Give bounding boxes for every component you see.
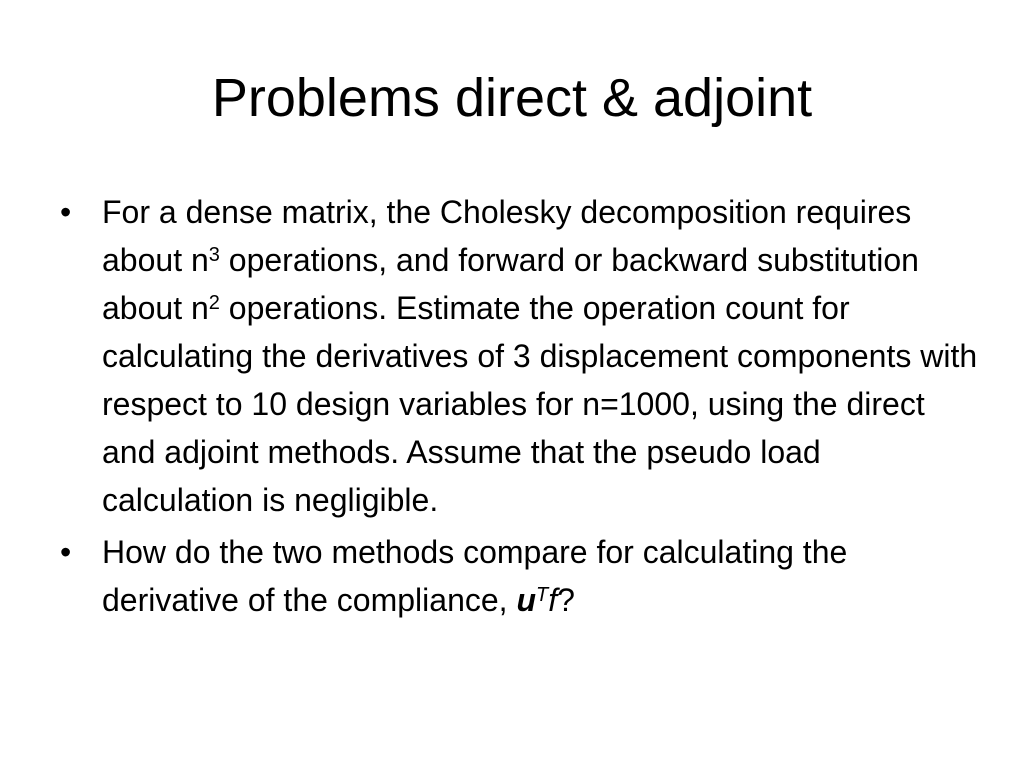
bullet-2-text-part-1: How do the two methods compare for calculating the derivative of the compliance,: [102, 534, 848, 618]
bullet-2-question-mark: ?: [557, 582, 575, 618]
bullet-1-text-part-3: operations. Estimate the operation count for calculating the derivatives of 3 displacement components with respect to 10 design variables for n=1000, using the direct and adjoint methods. Assume that the pseudo load calculation is negligible.: [102, 290, 978, 518]
bullet-1-superscript-2: 2: [208, 292, 220, 314]
bullet-1-text-part-1: For a dense matrix, the Cholesky decomposition requires about n: [102, 194, 912, 278]
transpose-superscript: T: [535, 584, 549, 606]
bullet-item-2: [60, 528, 980, 624]
bullet-item-1: [60, 188, 980, 524]
bullet-1-text-part-2: operations, and forward or backward substitution about n: [102, 242, 919, 326]
variable-f: f: [548, 582, 558, 618]
vector-u: u: [516, 582, 536, 618]
bullet-1-superscript-1: 3: [208, 244, 220, 266]
bullet-icon: •: [60, 534, 72, 570]
slide-title: Problems direct & adjoint: [211, 68, 813, 128]
bullet-list: [60, 188, 980, 628]
bullet-icon: •: [60, 194, 72, 230]
